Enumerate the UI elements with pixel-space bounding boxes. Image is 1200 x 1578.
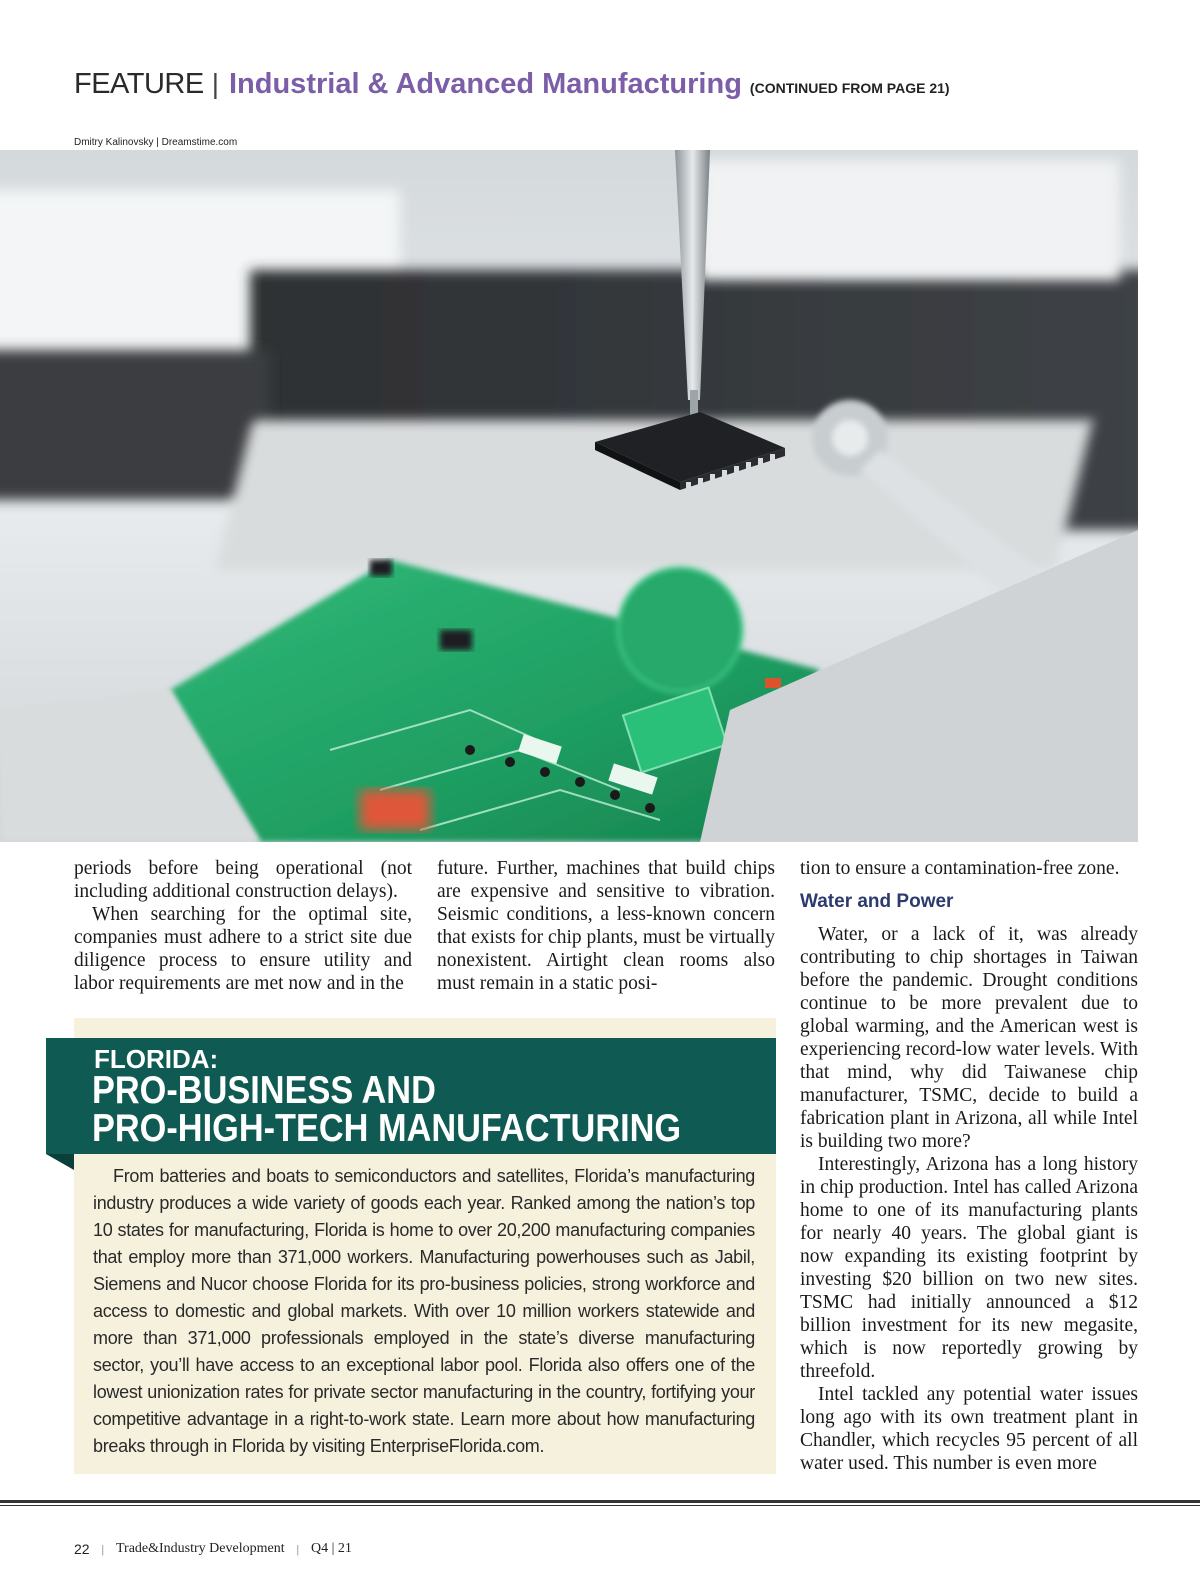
article-subhead: Water and Power	[800, 891, 954, 912]
article-paragraph: When searching for the optimal site, companies must adhere to a strict site due diligence process to ensure utility and labor requirements are met now and in the	[74, 904, 412, 994]
banner-fold	[46, 1154, 74, 1170]
article-paragraph: Water, or a lack of it, was already contributing to chip shortages in Taiwan before the pandemic. Drought conditions continue to be more prevalent due to global warming, and the American west is experiencing record-low water levels. With that mind, why did Taiwanese chip manufacturer, TSMC, decide to build a fabrication plant in Arizona, all while Intel is building two more?	[800, 924, 1138, 1152]
article-paragraph: tion to ensure a contamination-free zone.	[800, 858, 1120, 879]
article-column-3	[800, 857, 1138, 1475]
article-column-1	[74, 857, 412, 995]
page-footer	[74, 1541, 352, 1557]
section-label: FEATURE	[74, 68, 204, 100]
section-topic: Industrial & Advanced Manufacturing	[228, 68, 742, 100]
article-paragraph: Intel tackled any potential water issues long ago with its own treatment plant in Chandler, which recycles 95 percent of all water used. This number is even more	[800, 1384, 1138, 1474]
sidebar-banner	[46, 1038, 776, 1154]
banner-headline-line-2: PRO-HIGH-TECH MANUFACTURING	[92, 1107, 682, 1150]
banner-kicker: FLORIDA:	[94, 1044, 219, 1074]
banner-headline-line-1: PRO-BUSINESS AND	[92, 1069, 436, 1112]
article-paragraph: future. Further, machines that build chips are expensive and sensitive to vibration. Seismic conditions, a less-known concern that exists for chip plants, must be virtually nonexistent. Airtight clean rooms also must remain in a static posi-	[437, 858, 775, 994]
article-column-2	[437, 857, 775, 995]
footer-separator: |	[101, 1541, 104, 1556]
article-paragraph: periods before being operational (not including additional construction delays).	[74, 858, 412, 902]
footer-rule	[0, 1500, 1200, 1503]
footer-separator: |	[296, 1541, 300, 1556]
publication-name: Trade&Industry Development	[115, 1541, 285, 1556]
sidebar-body-text: From batteries and boats to semiconductors and satellites, Florida’s manufacturing industry produces a wide variety of goods each year. Ranked among the nation’s top 10 states for manufacturing, Florida is home to over 20,200 manufacturing companies that employ more than 371,000 workers. Manufacturing powerhouses such as Jabil, Siemens and Nucor choose Florida for its pro-business policies, strong workforce and access to domestic and global markets. With over 10 million workers statewide and more than 371,000 professionals employed in the state’s diverse manufacturing sector, you’ll have access to an exceptional labor pool. Florida also offers one of the lowest unionization rates for private sector manufacturing in the country, fortifying your competitive advantage in a right-to-work state. Learn more about how manufacturing breaks through in Florida by visiting EnterpriseFlorida.com.	[93, 1166, 755, 1456]
photo-credit: Dmitry Kalinovsky | Dreamstime.com	[74, 137, 238, 148]
article-paragraph: Interestingly, Arizona has a long history in chip production. Intel has called Arizona home to one of its manufacturing plants for nearly 40 years. The global giant is now expanding its existing footprint by investing $20 billion on two new sites. TSMC had initially announced a $12 billion investment for its new megasite, which is now reportedly growing by threefold.	[800, 1154, 1138, 1382]
circuit-board-illustration	[0, 150, 1138, 842]
issue-label: Q4 | 21	[311, 1541, 352, 1556]
page-header	[74, 68, 1154, 112]
header-separator: |	[211, 68, 219, 99]
footer-rule	[0, 1505, 1200, 1506]
feature-photo	[0, 150, 1138, 842]
continued-note: (CONTINUED FROM PAGE 21)	[749, 80, 950, 96]
page-number: 22	[74, 1541, 90, 1557]
